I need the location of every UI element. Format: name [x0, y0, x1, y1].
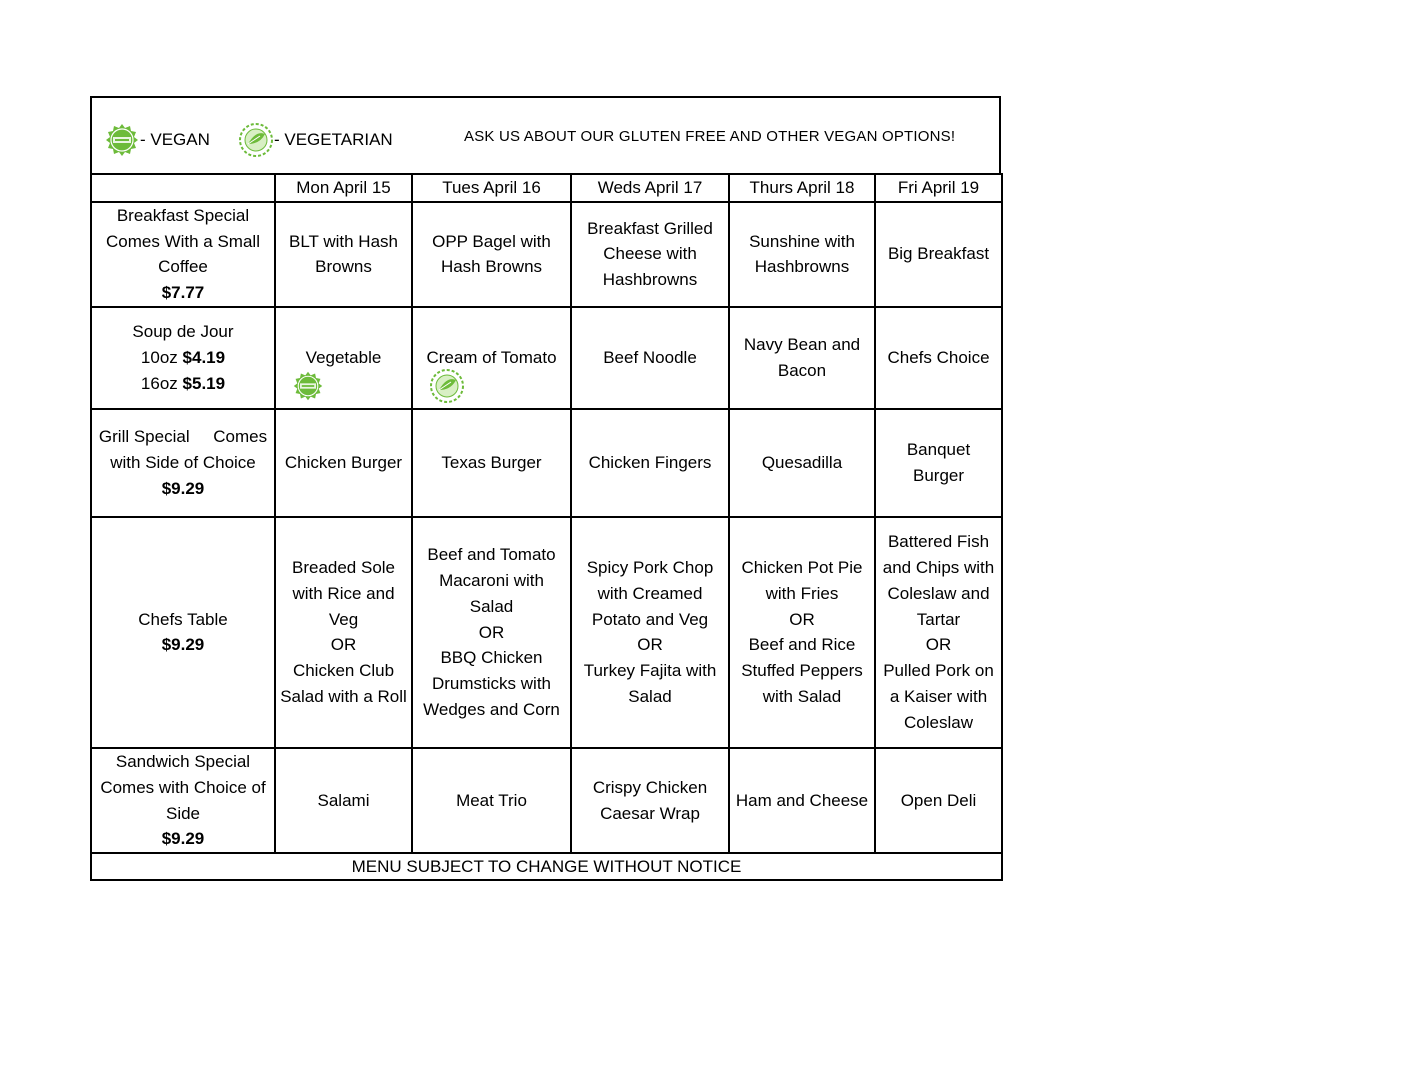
- grill-row: [91, 409, 1002, 517]
- item-line: Navy Bean and: [743, 335, 861, 355]
- item-line: Battered Fish: [887, 532, 990, 552]
- item-line: Beef and Tomato: [427, 545, 556, 565]
- day-header: Weds April 17: [571, 174, 729, 202]
- label-line: Grill Special Comes: [98, 427, 268, 447]
- item-line: Breaded Sole: [291, 558, 396, 578]
- price: $5.19: [182, 373, 226, 393]
- menu-item: [571, 307, 729, 409]
- item-line: Browns: [315, 257, 372, 277]
- label-line: Sandwich Special: [115, 751, 251, 771]
- row-label: [91, 517, 275, 748]
- corner-cell: [91, 174, 275, 202]
- size: 10oz: [140, 348, 178, 368]
- item-line: Coleslaw and: [887, 583, 990, 603]
- item-line: and Chips with: [882, 558, 995, 578]
- menu-item: [412, 517, 571, 748]
- item-line: Beef and Rice: [748, 635, 856, 655]
- item-line: Wedges and Corn: [423, 699, 560, 719]
- day-header: Thurs April 18: [729, 174, 875, 202]
- item-line: Meat Trio: [456, 790, 527, 810]
- item-line: Coleslaw: [904, 712, 973, 732]
- item-line: Veg: [328, 609, 359, 629]
- item-line: Banquet: [906, 440, 971, 460]
- item-line: Macaroni with: [439, 570, 544, 590]
- size-price-line: [94, 345, 272, 371]
- item-line: Vegetable: [305, 348, 382, 368]
- gluten-free-note: ASK US ABOUT OUR GLUTEN FREE AND OTHER VEGAN OPTIONS!: [464, 128, 956, 145]
- item-line: Cream of Tomato: [426, 348, 557, 368]
- label-line: Coffee: [158, 257, 208, 277]
- item-line: Hashbrowns: [754, 257, 850, 277]
- item-line: Tartar: [916, 609, 961, 629]
- vegan-leaf-icon: [104, 122, 140, 158]
- item-line: with Fries: [765, 583, 839, 603]
- price: $9.29: [161, 829, 205, 849]
- menu-item: [275, 202, 412, 307]
- item-line: Pulled Pork on: [883, 661, 994, 681]
- label-line: Breakfast Special: [116, 205, 250, 225]
- menu-item: [729, 409, 875, 517]
- item-line: Chicken Fingers: [588, 453, 712, 473]
- menu-item: [571, 517, 729, 748]
- item-line: OR: [478, 622, 505, 642]
- menu-disclaimer: MENU SUBJECT TO CHANGE WITHOUT NOTICE: [91, 853, 1002, 880]
- sandwich-row: [91, 748, 1002, 853]
- item-line: Turkey Fajita with: [583, 661, 717, 681]
- item-line: Hashbrowns: [602, 270, 698, 290]
- day-header-row: [91, 174, 1002, 202]
- item-line: Salami: [317, 790, 370, 810]
- label-line: Soup de Jour: [132, 322, 234, 342]
- chefs-table-row: [91, 517, 1002, 748]
- row-label: [91, 202, 275, 307]
- menu-item: [571, 748, 729, 853]
- item-line: Chicken Club: [292, 661, 395, 681]
- size: 16oz: [140, 373, 178, 393]
- price: $7.77: [161, 283, 205, 303]
- item-line: Caesar Wrap: [600, 803, 700, 823]
- menu-item: [571, 409, 729, 517]
- item-line: Texas Burger: [441, 453, 542, 473]
- legend-bar: [90, 96, 1001, 173]
- item-line: Salad with a Roll: [280, 687, 407, 707]
- item-line: Crispy Chicken: [592, 777, 708, 797]
- vegetarian-leaf-icon: [238, 122, 274, 158]
- menu-item: [275, 409, 412, 517]
- price: $4.19: [182, 348, 226, 368]
- item-line: Ham and Cheese: [735, 790, 869, 810]
- item-line: Open Deli: [900, 790, 977, 810]
- menu-sheet: [90, 96, 1001, 881]
- label-line: Chefs Table: [138, 609, 228, 629]
- item-line: Spicy Pork Chop: [586, 558, 714, 578]
- legend-vegetarian: [238, 122, 393, 158]
- item-line: Hash Browns: [440, 257, 543, 277]
- price: $9.29: [161, 478, 205, 498]
- item-line: Sunshine with: [749, 231, 855, 251]
- menu-item: [729, 202, 875, 307]
- label-line: with Side of Choice: [110, 453, 256, 473]
- menu-item: [729, 748, 875, 853]
- row-label: [91, 748, 275, 853]
- item-line: OR: [330, 635, 357, 655]
- menu-item: [412, 409, 571, 517]
- menu-item: [875, 748, 1002, 853]
- item-line: Chicken Burger: [284, 453, 403, 473]
- item-line: OR: [637, 635, 663, 655]
- item-line: OR: [925, 635, 952, 655]
- item-line: Quesadilla: [761, 453, 843, 473]
- soup-row: [91, 307, 1002, 409]
- menu-item: [275, 517, 412, 748]
- price: $9.29: [161, 635, 205, 655]
- row-label: [91, 307, 275, 409]
- vegetarian-leaf-icon: [427, 368, 467, 404]
- day-header: Fri April 19: [875, 174, 1002, 202]
- menu-item: [412, 307, 571, 409]
- item-line: Chefs Choice: [887, 348, 990, 368]
- item-line: Drumsticks with: [431, 674, 551, 694]
- item-line: BBQ Chicken: [440, 648, 543, 668]
- menu-item: [571, 202, 729, 307]
- menu-item: [875, 307, 1002, 409]
- breakfast-row: [91, 202, 1002, 307]
- day-header: Tues April 16: [412, 174, 571, 202]
- item-line: a Kaiser with: [889, 687, 988, 707]
- menu-item: [875, 409, 1002, 517]
- menu-item: [729, 517, 875, 748]
- item-line: Beef Noodle: [603, 348, 697, 368]
- menu-item: [729, 307, 875, 409]
- item-line: Breakfast Grilled: [587, 218, 713, 238]
- size-price-line: [94, 371, 272, 397]
- item-line: Potato and Veg: [591, 609, 709, 629]
- item-line: Stuffed Peppers: [741, 661, 863, 681]
- vegetarian-label: - VEGETARIAN: [274, 130, 393, 149]
- label-line: Comes With a Small: [106, 231, 260, 251]
- item-line: Big Breakfast: [887, 244, 990, 264]
- item-line: Salad: [469, 596, 514, 616]
- label-line: Side: [165, 803, 201, 823]
- item-line: Cheese with: [603, 244, 697, 264]
- row-label: [91, 409, 275, 517]
- item-line: Chicken Pot Pie: [741, 558, 863, 578]
- menu-table: [90, 173, 1003, 881]
- menu-item: [275, 748, 412, 853]
- item-line: OR: [789, 609, 815, 629]
- vegan-label: - VEGAN: [140, 130, 210, 149]
- vegan-leaf-icon: [290, 370, 326, 402]
- item-line: Burger: [912, 465, 965, 485]
- menu-item: [412, 748, 571, 853]
- menu-item: [875, 517, 1002, 748]
- item-line: with Creamed: [597, 583, 703, 603]
- item-line: BLT with Hash: [289, 231, 398, 251]
- menu-item: [412, 202, 571, 307]
- menu-item: [875, 202, 1002, 307]
- footer-row: [91, 853, 1002, 880]
- item-line: OPP Bagel with: [432, 231, 551, 251]
- item-line: Bacon: [777, 360, 827, 380]
- day-header: Mon April 15: [275, 174, 412, 202]
- menu-item: [275, 307, 412, 409]
- item-line: with Salad: [762, 687, 842, 707]
- legend-vegan: [104, 122, 210, 158]
- item-line: with Rice and: [292, 583, 395, 603]
- item-line: Salad: [628, 687, 672, 707]
- label-line: Comes with Choice of: [100, 777, 266, 797]
